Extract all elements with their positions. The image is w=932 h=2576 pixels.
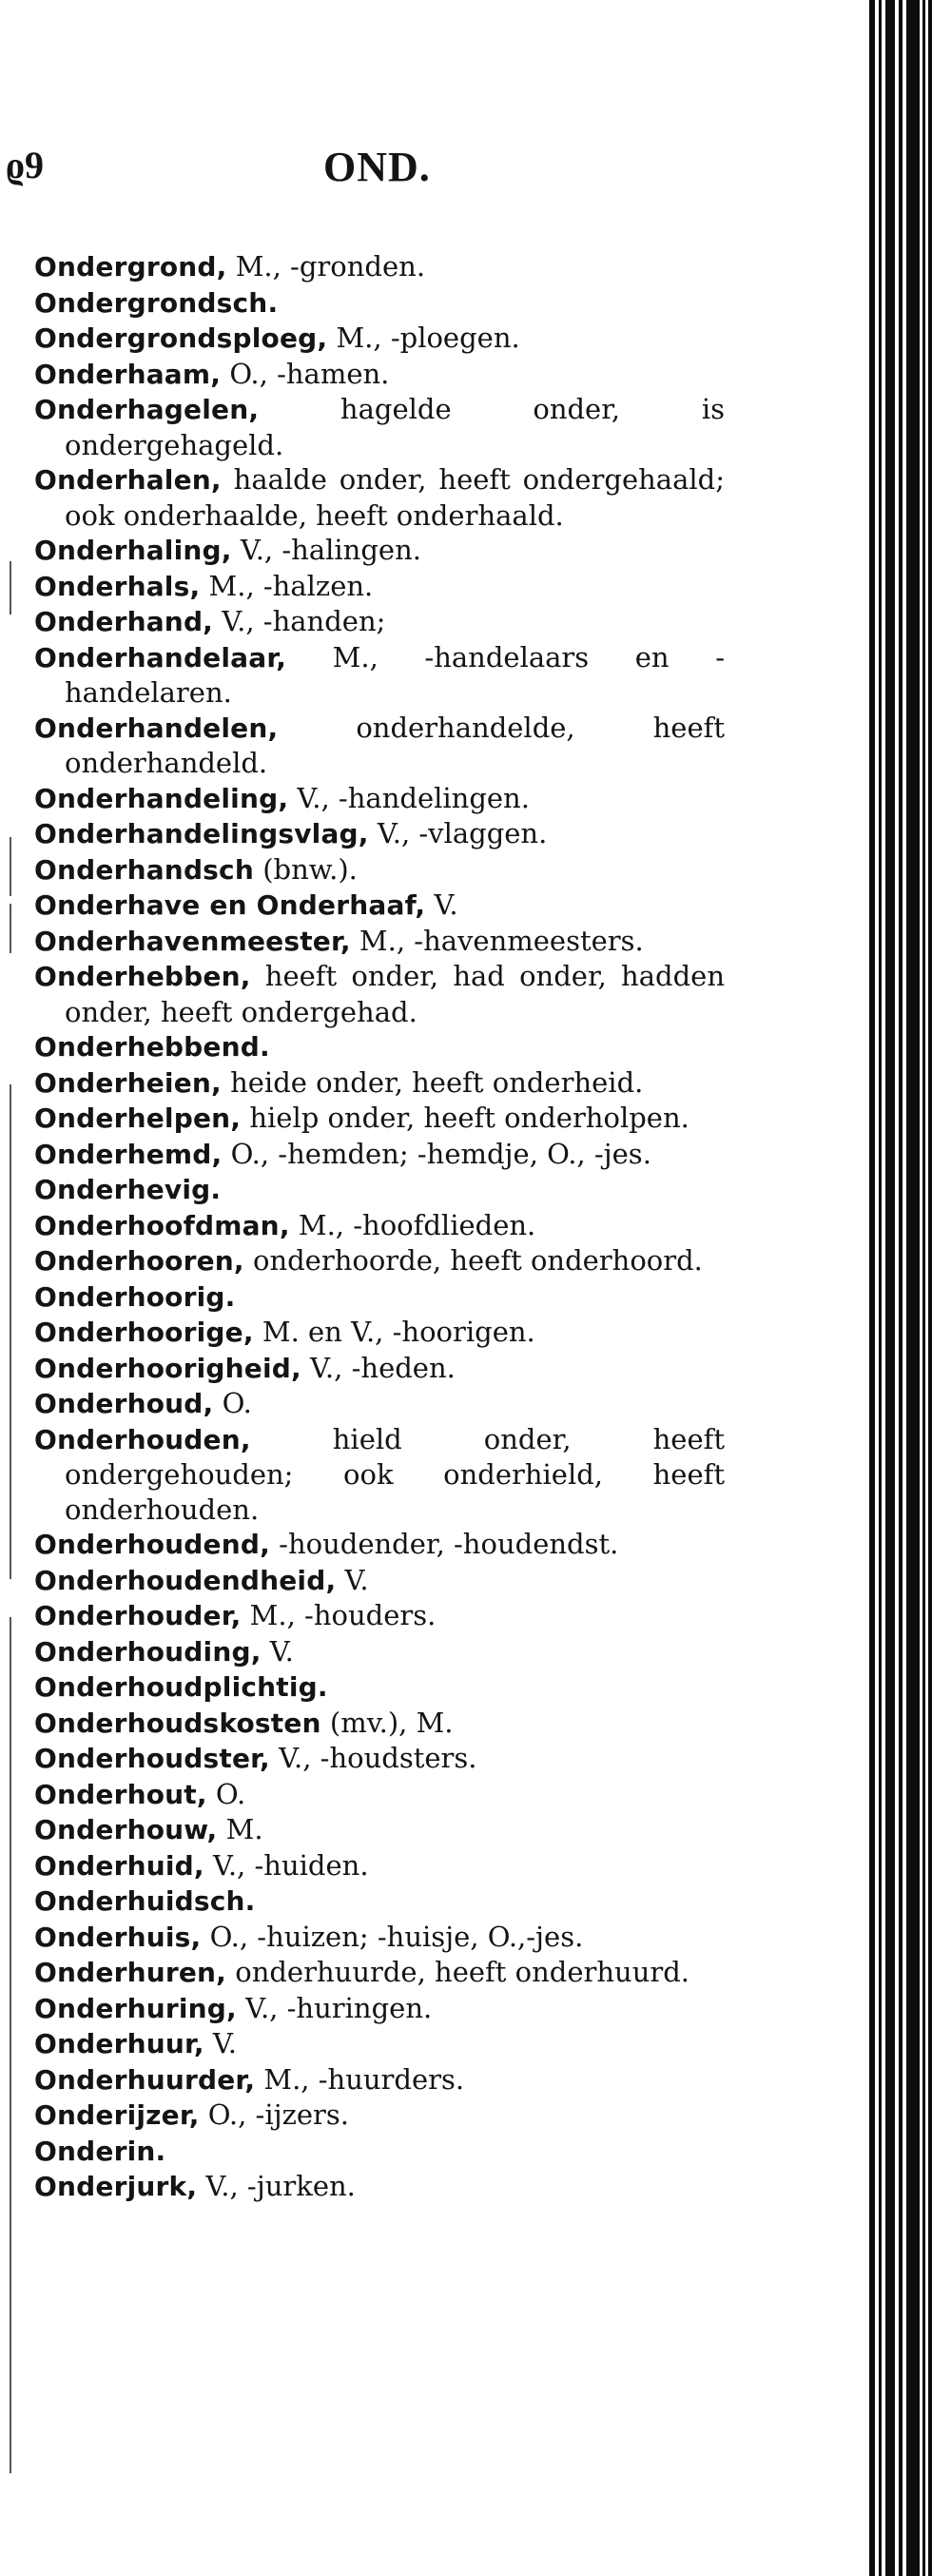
dictionary-entry: [34, 1527, 725, 1563]
headword: Onderhandelen,: [34, 712, 279, 744]
definition: V.: [204, 2027, 238, 2059]
definition: M.: [217, 1813, 263, 1845]
dictionary-entry: [34, 1422, 725, 1528]
headword: Ondergrondsploeg,: [34, 322, 328, 354]
headword: Onderhouw,: [34, 1814, 218, 1845]
headword: Onderhoudendheid,: [34, 1564, 337, 1596]
headword: Onderheien,: [34, 1066, 222, 1099]
headword: Onderhoudend,: [34, 1529, 270, 1560]
margin-mark: [10, 1084, 11, 1579]
dictionary-entry: [34, 1669, 725, 1706]
headword: Onderhelpen,: [34, 1103, 242, 1134]
dictionary-entry: [34, 1065, 725, 1102]
dictionary-entry: [34, 604, 725, 640]
dictionary-entry: [34, 2169, 725, 2205]
dictionary-entry: [34, 462, 725, 533]
headword: Onderhaling,: [34, 535, 232, 566]
dictionary-entry: [34, 1279, 725, 1316]
headword: Onderhoudplichtig.: [34, 1671, 328, 1703]
definition: O.: [206, 1777, 246, 1810]
headword: Onderhand,: [34, 606, 214, 637]
definition: heide onder, heeft onderheid.: [221, 1065, 644, 1099]
dictionary-entry: [34, 2134, 725, 2170]
dictionary-entry: [34, 1137, 725, 1173]
dictionary-entry: [34, 285, 725, 322]
definition: O., -huizen; -huisje, O.,-jes.: [201, 1920, 584, 1953]
definition: M. en V., -hoorigen.: [253, 1316, 535, 1348]
definition: M., -huurders.: [255, 2062, 465, 2096]
definition: (mv.), M.: [320, 1706, 454, 1739]
dictionary-entry: [34, 640, 725, 711]
headword: Onderhave en Onderhaaf,: [34, 889, 426, 921]
dictionary-entry: [34, 1351, 725, 1387]
headword: Onderhebbend.: [34, 1031, 270, 1063]
headword: Onderhouding,: [34, 1635, 262, 1668]
dictionary-entry: [34, 1029, 725, 1065]
dictionary-entry: [34, 321, 725, 357]
dictionary-entry: [34, 1955, 725, 1991]
headword: Onderhalen,: [34, 464, 222, 496]
headword: Onderhout,: [34, 1778, 207, 1810]
dictionary-entry: [34, 781, 725, 817]
headword: Onderhooren,: [34, 1245, 244, 1277]
headword: Onderhoorig.: [34, 1280, 236, 1313]
dictionary-entries: [34, 249, 725, 2205]
definition: M., -ploegen.: [327, 322, 520, 354]
headword: Onderhuis,: [34, 1921, 202, 1953]
definition: V.: [336, 1563, 369, 1596]
definition: V., -huringen.: [236, 1991, 433, 2024]
headword: Onderhuren,: [34, 1957, 227, 1988]
dictionary-entry: [34, 1741, 725, 1777]
definition: V., -vlaggen.: [368, 817, 548, 849]
dictionary-entry: [34, 357, 725, 393]
dictionary-entry: [34, 1991, 725, 2027]
definition: O., -ijzers.: [199, 2098, 350, 2131]
dictionary-entry: [34, 1563, 725, 1599]
margin-mark: [10, 1617, 11, 2473]
headword: Onderhoorige,: [34, 1317, 254, 1348]
dictionary-entry: [34, 1598, 725, 1634]
definition: M., -gronden.: [226, 250, 426, 283]
headword: Onderhoud,: [34, 1388, 214, 1419]
dictionary-entry: [34, 2026, 725, 2062]
definition: -houdender, -houdendst.: [269, 1528, 619, 1560]
dictionary-entry: [34, 711, 725, 781]
definition: onderhandelde, heeft onderhandeld.: [65, 711, 725, 779]
headword: Onderhals,: [34, 570, 201, 602]
definition: V., -jurken.: [197, 2170, 356, 2202]
headword: Onderhaam,: [34, 358, 222, 390]
dictionary-entry: [34, 1315, 725, 1351]
headword: Onderhuid,: [34, 1849, 204, 1882]
dictionary-entry: [34, 1208, 725, 1244]
headword: Onderhouder,: [34, 1600, 242, 1631]
dictionary-entry: [34, 888, 725, 924]
margin-mark: [10, 561, 11, 615]
definition: O.: [213, 1387, 252, 1419]
definition: M., -halzen.: [200, 569, 374, 602]
headword: Onderhoorigheid,: [34, 1352, 301, 1384]
dictionary-entry: [34, 1386, 725, 1422]
dictionary-entry: [34, 533, 725, 569]
headword: Onderhoudster,: [34, 1743, 270, 1774]
dictionary-entry: [34, 816, 725, 852]
headword: Onderhoudskosten: [34, 1707, 321, 1739]
dictionary-entry: [34, 1848, 725, 1884]
dictionary-entry: [34, 852, 725, 888]
headword: Onderin.: [34, 2135, 166, 2167]
definition: hield onder, heeft ondergehouden; ook onderhield, heeft onderhouden.: [65, 1422, 725, 1526]
dictionary-entry: [34, 1243, 725, 1279]
definition: M., -hoofdlieden.: [289, 1208, 536, 1241]
dictionary-entry: [34, 249, 725, 285]
headword: Onderhevig.: [34, 1174, 222, 1205]
dictionary-entry: [34, 2098, 725, 2134]
definition: hagelde onder, is ondergehageld.: [65, 393, 725, 461]
definition: V., -handen;: [213, 605, 386, 637]
headword: Onderijzer,: [34, 2099, 200, 2131]
dictionary-entry: [34, 1920, 725, 1956]
headword: Onderhemd,: [34, 1138, 223, 1170]
headword: Onderhuidsch.: [34, 1885, 256, 1917]
definition: V.: [261, 1634, 294, 1668]
book-binding-edge: [867, 0, 932, 2576]
headword: Onderhoofdman,: [34, 1209, 290, 1241]
definition: heeft onder, had onder, hadden onder, heeft ondergehad.: [65, 960, 725, 1028]
dictionary-entry: [34, 1777, 725, 1813]
headword: Onderhebben,: [34, 961, 251, 992]
headword: Onderhuring,: [34, 1992, 237, 2024]
dictionary-entry: [34, 1101, 725, 1137]
definition: hielp onder, heeft onderholpen.: [241, 1102, 689, 1134]
dictionary-entry: [34, 1883, 725, 1920]
definition: V., -houdsters.: [269, 1742, 477, 1774]
headword: Onderhouden,: [34, 1423, 251, 1455]
running-head: OND.: [323, 144, 431, 190]
margin-mark: [10, 837, 11, 896]
dictionary-entry: [34, 1634, 725, 1670]
headword: Onderhandeling,: [34, 782, 289, 814]
definition: onderhoorde, heeft onderhoord.: [243, 1244, 703, 1277]
headword: Onderhuur,: [34, 2028, 204, 2059]
definition: (bnw.).: [253, 852, 358, 886]
dictionary-entry: [34, 2062, 725, 2098]
headword: Ondergrondsch.: [34, 286, 279, 319]
definition: M., -havenmeesters.: [350, 924, 644, 957]
definition: V., -halingen.: [231, 534, 421, 566]
dictionary-entry: [34, 1706, 725, 1742]
definition: onderhuurde, heeft onderhuurd.: [226, 1956, 690, 1988]
dictionary-entry: [34, 392, 725, 462]
definition: V.: [425, 888, 458, 921]
dictionary-entry: [34, 924, 725, 960]
dictionary-entry: [34, 569, 725, 605]
definition: M., -houders.: [241, 1599, 437, 1631]
definition: V., -heden.: [301, 1351, 456, 1384]
dictionary-entry: [34, 1812, 725, 1848]
headword: Onderhagelen,: [34, 394, 260, 425]
definition: M., -handelaars en -handelaren.: [65, 640, 725, 709]
headword: Onderhandsch: [34, 853, 254, 886]
headword: Onderhandelaar,: [34, 641, 287, 673]
margin-mark: [10, 904, 11, 953]
dictionary-entry: [34, 1172, 725, 1208]
headword: Ondergrond,: [34, 251, 227, 283]
dictionary-entry: [34, 959, 725, 1029]
definition: V., -huiden.: [204, 1848, 369, 1882]
headword: Onderhandelingsvlag,: [34, 818, 369, 849]
definition: V., -handelingen.: [288, 781, 530, 814]
headword: Onderhavenmeester,: [34, 925, 351, 957]
headword: Onderjurk,: [34, 2171, 198, 2202]
headword: Onderhuurder,: [34, 2063, 256, 2096]
definition: haalde onder, heeft ondergehaald; ook onderhaalde, heeft onderhaald.: [65, 463, 725, 532]
definition: O., -hemden; -hemdje, O., -jes.: [222, 1137, 651, 1170]
page-number: ϱ9: [6, 144, 44, 186]
definition: O., -hamen.: [221, 357, 390, 390]
